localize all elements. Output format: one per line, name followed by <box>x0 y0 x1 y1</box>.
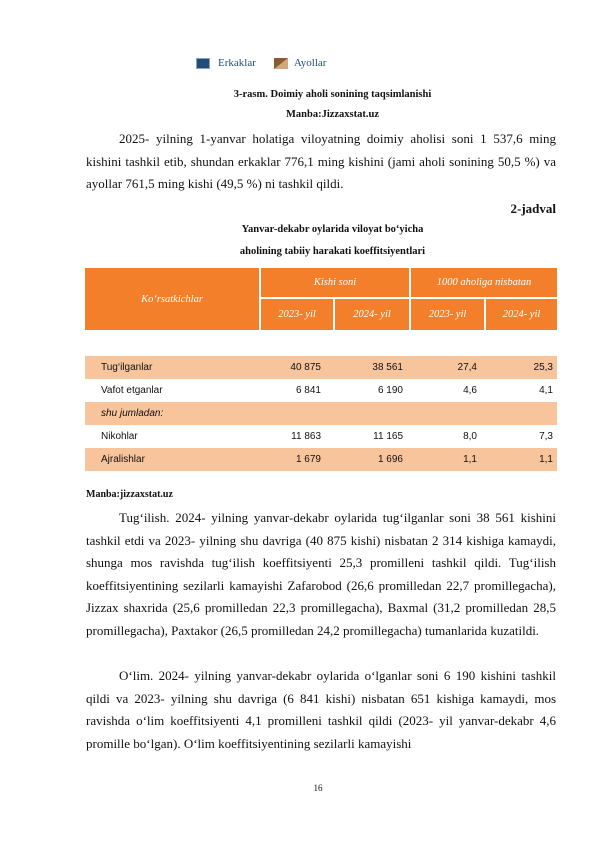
table-label: 2-jadval <box>510 201 556 216</box>
table-row: Vafot etganlar 6 841 6 190 4,6 4,1 <box>101 385 553 396</box>
paragraph-births: Tug‘ilish. 2024- yilning yanvar-dekabr oylarida tug‘ilganlar soni 38 561 kishini tashkil etdi va 2023- yilning shu davriga (40 875 kishi) nisbatan 2 314 kishiga kamaydi, shunga mos ravishda tug‘ilish koeffitsiyenti 25,3 promilleni tashkil qildi. Tug‘ilish koeffitsiyentining sezilarli kamayishi Zafarobod (26,6 promilledan 22,7 promillegacha), Jizzax shaxrida (25,6 promilledan 22,3 promillegacha), Baxmal (31,2 promilledan 28,5 promillegacha), Paxtakor (26,5 promilledan 24,2 promillegacha) tumanlarida kuzatildi. <box>86 510 556 638</box>
table-row: Nikohlar 11 863 11 165 8,0 7,3 <box>101 431 553 442</box>
legend-label-women: Ayollar <box>293 57 327 69</box>
header-group-per1000: 1000 aholiga nisbatan <box>436 277 532 288</box>
table-row: shu jumladan: <box>85 402 557 425</box>
figure-legend <box>196 57 326 69</box>
header-year-4: 2024- yil <box>502 309 541 320</box>
table-title-line2: aholining tabiiy harakati koeffitsiyentlari <box>239 246 426 257</box>
header-year-1: 2023- yil <box>278 309 316 320</box>
header-year-3: 2023- yil <box>428 309 467 320</box>
legend-label-men: Erkaklar <box>218 57 256 69</box>
table-title-line1: Yanvar-dekabr oylarida viloyat bo‘yicha <box>241 224 424 235</box>
header-group-count: Kishi soni <box>313 277 357 288</box>
table-row: Tug‘ilganlar 40 875 38 561 27,4 25,3 <box>85 356 557 379</box>
table-header <box>85 268 557 330</box>
table-source: Manba:jizzaxstat.uz <box>86 489 173 500</box>
paragraph-population: 2025- yilning 1-yanvar holatiga viloyatning doimiy aholisi soni 1 537,6 ming kishini tashkil etib, shundan erkaklar 776,1 ming kishini (jami aholi sonining 50,5 %) va ayollar 761,5 ming kishi (49,5 %) ni tashkil qildi. <box>86 131 556 191</box>
header-year-2: 2024- yil <box>353 309 391 320</box>
header-indicator: Ko‘rsatkichlar <box>141 293 203 305</box>
figure-source: Manba:Jizzaxstat.uz <box>285 109 380 120</box>
legend-swatch-men <box>196 58 210 69</box>
legend-swatch-women <box>274 58 288 69</box>
paragraph-deaths: O‘lim. 2024- yilning yanvar-dekabr oylarida o‘lganlar soni 6 190 kishini tashkil qildi va 2023- yilning shu davriga (6 841 kishi) nisbatan 651 kishiga kamaydi, mos ravishda o‘lim koeffitsiyenti 4,1 promilleni tashkil qildi (2023- yil yanvar-dekabr 4,6 promille bo‘lgan). O‘lim koeffitsiyentining sezilarli kamayishi <box>86 668 556 751</box>
page-number: 16 <box>313 783 323 793</box>
table-row: Ajralishlar 1 679 1 696 1,1 1,1 <box>85 448 557 471</box>
figure-caption: 3-rasm. Doimiy aholi sonining taqsimlanishi <box>233 89 432 100</box>
